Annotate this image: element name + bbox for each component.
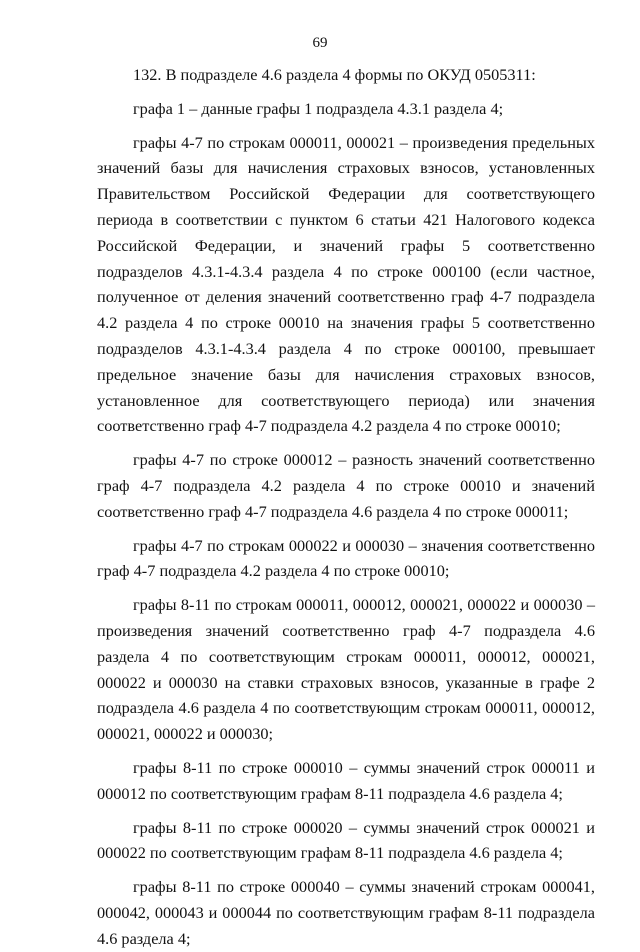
paragraph-columns-4-7-row-000012: графы 4-7 по строке 000012 – разность значений соответственно граф 4-7 подраздела 4.2 раздела 4 по строке 00010 и значений соответственно граф 4-7 подраздела 4.6 раздела 4 по строке 000011; — [97, 450, 595, 521]
paragraph-item-132: 132. В подразделе 4.6 раздела 4 формы по ОКУД 0505311: — [133, 65, 536, 84]
paragraph-columns-4-7-rows-000011-000021: графы 4-7 по строкам 000011, 000021 – произведения предельных значений базы для начисления страховых взносов, установленных Правительством Российской Федерации для соответствующего периода в соответствии с пунктом 6 статьи 421 Налогового кодекса Российской Федерации, и значений графы 5 соответственно подразделов 4.3.1-4.3.4 раздела 4 по строке 000100 (если частное, полученное от деления значений соответственно граф 4-7 подраздела 4.2 раздела 4 по строке 00010 на значения графы 5 соответственно подразделов 4.3.1-4.3.4 раздела 4 по строке 000100, превышает предельное значение базы для начисления страховых взносов, установленное для соответствующего периода) или значения соответственно граф 4-7 подраздела 4.2 раздела 4 по строке 00010; — [97, 132, 595, 436]
paragraph-columns-4-7-rows-000022-000030: графы 4-7 по строкам 000022 и 000030 – значения соответственно граф 4-7 подраздела 4.2 раздела 4 по строке 00010; — [97, 535, 595, 581]
document-body — [97, 62, 595, 952]
paragraph-column-1: графа 1 – данные графы 1 подраздела 4.3.1 раздела 4; — [133, 98, 504, 118]
paragraph-columns-8-11-row-000040: графы 8-11 по строке 000040 – суммы значений строкам 000041, 000042, 000043 и 000044 по соответствующим графам 8-11 подраздела 4.6 раздела 4; — [97, 877, 595, 948]
paragraph-columns-8-11-row-000020: графы 8-11 по строке 000020 – суммы значений строк 000021 и 000022 по соответствующим графам 8-11 подраздела 4.6 раздела 4; — [97, 817, 595, 863]
paragraph-columns-8-11-rows-multiple: графы 8-11 по строкам 000011, 000012, 000021, 000022 и 000030 – произведения значений соответственно граф 4-7 подраздела 4.6 раздела 4 по соответствующим строкам 000011, 000012, 000021, 000022 и 000030 на ставки страховых взносов, указанные в графе 2 подраздела 4.6 раздела 4 по соответствующим строкам 000011, 000012, 000021, 000022 и 000030; — [97, 595, 595, 744]
paragraph-columns-8-11-row-000010: графы 8-11 по строке 000010 – суммы значений строк 000011 и 000012 по соответствующим графам 8-11 подраздела 4.6 раздела 4; — [97, 757, 595, 803]
page-number: 69 — [312, 35, 328, 51]
